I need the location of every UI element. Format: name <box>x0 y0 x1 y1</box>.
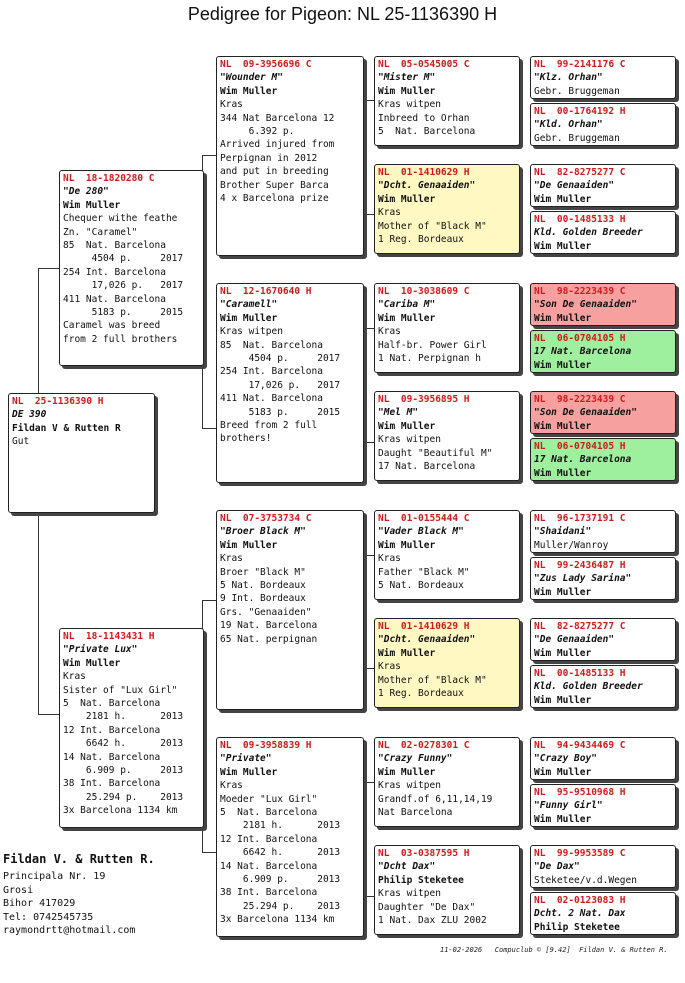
pigeon-name: "Son De Genaaiden" <box>534 407 637 419</box>
pigeon-card-gen3[interactable] <box>374 164 520 254</box>
info-line: 1 Reg. Bordeaux <box>378 688 464 700</box>
info-line: Moeder "Lux Girl" <box>220 793 318 805</box>
ring-number: NL 99-9953589 C <box>534 848 626 859</box>
info-line: Kras <box>378 326 401 338</box>
info-line: 5183 p. 2015 <box>63 307 184 319</box>
breeder-name: Wim Muller <box>534 193 592 205</box>
breeder-name: Wim Muller <box>534 586 592 598</box>
info-line: Kras <box>220 780 243 792</box>
info-line: 3x Barcelona 1134 km <box>220 914 335 926</box>
pigeon-card-gen2[interactable] <box>216 56 364 256</box>
pigeon-card-gen4[interactable] <box>530 510 676 553</box>
info-line: Kras witpen <box>378 99 441 111</box>
info-line: Daught "Beautiful M" <box>378 447 493 459</box>
pigeon-card-gen3[interactable] <box>374 845 520 935</box>
info-line: 12 Int. Barcelona <box>220 833 318 845</box>
pigeon-name: "Dcht. Genaaiden" <box>378 634 476 646</box>
connector-line <box>364 100 365 214</box>
info-line: 6642 h. 2013 <box>63 738 184 750</box>
pigeon-name: "Dcht Dax" <box>378 861 436 873</box>
breeder-name: Wim Muller <box>534 694 592 706</box>
pigeon-name: 17 Nat. Barcelona <box>534 454 632 466</box>
pigeon-card-gen3[interactable] <box>374 56 520 146</box>
info-line: 344 Nat Barcelona 12 <box>220 112 335 124</box>
info-line: Kras <box>378 553 401 565</box>
ring-number: NL 00-1485133 H <box>534 668 626 679</box>
breeder-name: Wim Muller <box>63 199 121 211</box>
pigeon-card-gen3[interactable] <box>374 391 520 481</box>
connector-line <box>202 428 216 429</box>
pigeon-name: "Mel M" <box>378 407 419 419</box>
breeder-name: Wim Muller <box>378 193 436 205</box>
pigeon-card-gen2[interactable] <box>216 510 364 710</box>
breeder-name: Wim Muller <box>378 312 436 324</box>
breeder-name: Wim Muller <box>534 813 592 825</box>
info-line: Mother of "Black M" <box>378 674 487 686</box>
pigeon-name: "Vader Black M" <box>378 526 464 538</box>
breeder-name: Gebr. Bruggeman <box>534 85 620 97</box>
pigeon-name: "Shaidani" <box>534 526 592 538</box>
connector-line <box>202 852 216 853</box>
pigeon-name: "Wounder M" <box>220 72 283 84</box>
pigeon-card-gen3[interactable] <box>374 618 520 708</box>
ring-number: NL 09-3956895 H <box>378 394 470 405</box>
ring-number: NL 01-1410629 H <box>378 167 470 178</box>
info-line: 38 Int. Barcelona <box>220 887 318 899</box>
info-line: Arrived injured from <box>220 139 335 151</box>
info-line: Perpignan in 2012 <box>220 152 318 164</box>
pigeon-card-gen4[interactable] <box>530 391 676 434</box>
info-line: 3x Barcelona 1134 km <box>63 805 178 817</box>
info-line: Kras witpen <box>220 326 283 338</box>
pigeon-card-gen4[interactable] <box>530 211 676 254</box>
breeder-name: Gebr. Bruggeman <box>534 132 620 144</box>
pigeon-name: Kld. Golden Breeder <box>534 227 643 239</box>
pigeon-name: "Crazy Boy" <box>534 753 597 765</box>
info-line: 6.392 p. <box>220 126 295 138</box>
ring-number: NL 02-0278301 C <box>378 740 470 751</box>
pigeon-name: "De Genaaiden" <box>534 634 615 646</box>
info-line: 19 Nat. Barcelona <box>220 620 318 632</box>
pigeon-card-gen4[interactable] <box>530 737 676 780</box>
owner-address: Principala Nr. 19 <box>3 871 106 883</box>
connector-line <box>364 100 374 101</box>
pigeon-name: "Funny Girl" <box>534 800 603 812</box>
breeder-name: Wim Muller <box>220 539 278 551</box>
pigeon-name: "Klz. Orhan" <box>534 72 603 84</box>
ring-number: NL 82-8275277 C <box>534 167 626 178</box>
ring-number: NL 07-3753734 C <box>220 513 312 524</box>
pigeon-name: "De Dax" <box>534 861 580 873</box>
info-line: 5 Nat. Barcelona <box>63 698 161 710</box>
breeder-name: Wim Muller <box>220 312 278 324</box>
connector-line <box>364 896 374 897</box>
info-line: 254 Int. Barcelona <box>220 366 323 378</box>
info-line: 2181 h. 2013 <box>63 711 184 723</box>
pigeon-card-gen3[interactable] <box>374 510 520 600</box>
pigeon-card-gen4[interactable] <box>530 557 676 600</box>
pigeon-card-gen4[interactable] <box>530 164 676 207</box>
info-line: Zn. "Caramel" <box>63 226 138 238</box>
pigeon-name: "Zus Lady Sarina" <box>534 573 632 585</box>
info-line: 254 Int. Barcelona <box>63 266 166 278</box>
connector-line <box>38 714 59 715</box>
ring-number: NL 10-3038609 C <box>378 286 470 297</box>
connector-line <box>364 782 365 896</box>
info-line: 14 Nat. Barcelona <box>63 751 161 763</box>
info-line: 5 Nat. Barcelona <box>220 807 318 819</box>
info-line: 4504 p. 2017 <box>220 353 341 365</box>
ring-number: NL 94-9434469 C <box>534 740 626 751</box>
info-line: Kras witpen <box>378 434 441 446</box>
breeder-name: Philip Steketee <box>534 921 620 933</box>
info-line: 6642 h. 2013 <box>220 847 341 859</box>
pigeon-card-gen4[interactable] <box>530 618 676 661</box>
ring-number: NL 12-1670640 H <box>220 286 312 297</box>
connector-line <box>202 600 216 601</box>
breeder-name: Wim Muller <box>378 539 436 551</box>
info-line: Kras <box>220 553 243 565</box>
ring-number: NL 18-1820280 C <box>63 173 155 184</box>
breeder-name: Wim Muller <box>220 85 278 97</box>
pigeon-name: DE 390 <box>12 409 47 421</box>
owner-region: Bihor 417029 <box>3 898 76 910</box>
pigeon-card-gen2[interactable] <box>216 737 364 937</box>
ring-number: NL 95-9510968 H <box>534 787 626 798</box>
ring-number: NL 09-3956696 C <box>220 59 312 70</box>
owner-info <box>3 853 155 937</box>
pigeon-name: "De 280" <box>63 186 109 198</box>
breeder-name: Philip Steketee <box>378 874 464 886</box>
footer-credits: 11-02-2026 Compuclub © [9.42] Fildan V. & Rutten R. <box>440 946 668 954</box>
info-line: 1 Nat. Perpignan h <box>378 353 481 365</box>
info-line: Nat Barcelona <box>378 807 453 819</box>
info-line: 1 Reg. Bordeaux <box>378 234 464 246</box>
pigeon-card-gen4[interactable] <box>530 665 676 708</box>
info-line: 25.294 p. 2013 <box>220 900 341 912</box>
ring-number: NL 18-1143431 H <box>63 631 155 642</box>
ring-number: NL 01-0155444 C <box>378 513 470 524</box>
breeder-name: Wim Muller <box>534 240 592 252</box>
pigeon-card-gen4[interactable] <box>530 845 676 888</box>
ring-number: NL 00-1485133 H <box>534 214 626 225</box>
ring-number: NL 06-0704105 H <box>534 333 626 344</box>
breeder-name: Wim Muller <box>534 467 592 479</box>
owner-city: Grosi <box>3 884 34 896</box>
info-line: from 2 full brothers <box>63 333 178 345</box>
info-line: Sister of "Lux Girl" <box>63 684 178 696</box>
info-line: 4504 p. 2017 <box>63 253 184 265</box>
ring-number: NL 09-3958839 H <box>220 740 312 751</box>
breeder-name: Wim Muller <box>378 85 436 97</box>
info-line: and put in breeding <box>220 166 329 178</box>
breeder-name: Wim Muller <box>220 766 278 778</box>
connector-line <box>202 155 216 156</box>
connector-line <box>364 555 374 556</box>
info-line: brothers! <box>220 433 272 445</box>
info-line: Breed from 2 full <box>220 420 318 432</box>
ring-number: NL 25-1136390 H <box>12 396 104 407</box>
pigeon-name: Dcht. 2 Nat. Dax <box>534 908 626 920</box>
pigeon-name: "Private" <box>220 753 272 765</box>
pigeon-card-gen3[interactable] <box>374 283 520 373</box>
ring-number: NL 05-0545005 C <box>378 59 470 70</box>
connector-line <box>364 214 374 215</box>
pigeon-card-gen3[interactable] <box>374 737 520 827</box>
breeder-name: Wim Muller <box>63 657 121 669</box>
pigeon-card-dam[interactable] <box>59 628 204 828</box>
ring-number: NL 98-2223439 C <box>534 286 626 297</box>
connector-line <box>364 328 365 442</box>
connector-line <box>364 442 374 443</box>
owner-name: Fildan V. & Rutten R. <box>3 852 155 866</box>
connector-line <box>364 328 374 329</box>
pigeon-name: 17 Nat. Barcelona <box>534 346 632 358</box>
breeder-name: Steketee/v.d.Wegen <box>534 874 637 886</box>
pigeon-card-gen4[interactable] <box>530 438 676 481</box>
info-line: 17 Nat. Barcelona <box>378 461 476 473</box>
breeder-name: Wim Muller <box>378 420 436 432</box>
page-title: Pedigree for Pigeon: NL 25-1136390 H <box>187 4 498 24</box>
pigeon-name: "Cariba M" <box>378 299 436 311</box>
info-line: 17,026 p. 2017 <box>63 280 184 292</box>
breeder-name: Wim Muller <box>378 766 436 778</box>
pigeon-name: Kld. Golden Breeder <box>534 681 643 693</box>
owner-phone: Tel: 0742545735 <box>3 911 94 923</box>
pigeon-name: "Dcht. Genaaiden" <box>378 180 476 192</box>
info-line: Inbreed to Orhan <box>378 112 470 124</box>
info-line: 85 Nat. Barcelona <box>220 339 323 351</box>
pigeon-card-gen2[interactable] <box>216 283 364 483</box>
info-line: Caramel was breed <box>63 320 161 332</box>
info-line: Broer "Black M" <box>220 566 306 578</box>
pigeon-name: "Mister M" <box>378 72 436 84</box>
connector-line <box>364 782 374 783</box>
ring-number: NL 96-1737191 C <box>534 513 626 524</box>
ring-number: NL 03-0387595 H <box>378 848 470 859</box>
info-line: Daughter "De Dax" <box>378 901 476 913</box>
pigeon-card-gen4[interactable] <box>530 103 676 146</box>
info-line: 38 Int. Barcelona <box>63 778 161 790</box>
breeder-name: Wim Muller <box>534 766 592 778</box>
connector-line <box>364 555 365 668</box>
info-line: Kras <box>378 661 401 673</box>
breeder-name: Wim Muller <box>534 647 592 659</box>
owner-email: raymondrtt@hotmail.com <box>3 925 136 937</box>
breeder-name: Fildan V & Rutten R <box>12 422 121 434</box>
ring-number: NL 06-0704105 H <box>534 441 626 452</box>
connector-line <box>364 668 374 669</box>
info-line: 2181 h. 2013 <box>220 820 341 832</box>
pigeon-name: "De Genaaiden" <box>534 180 615 192</box>
info-line: 5 Nat. Barcelona <box>378 126 476 138</box>
info-line: 25.294 p. 2013 <box>63 791 184 803</box>
info-line: 12 Int. Barcelona <box>63 724 161 736</box>
info-line: Chequer withe feathe <box>63 213 178 225</box>
info-line: 5 Nat. Bordeaux <box>220 580 306 592</box>
pigeon-card-gen4[interactable] <box>530 330 676 373</box>
info-line: Grandf.of 6,11,14,19 <box>378 793 493 805</box>
info-line: Gut <box>12 436 30 448</box>
pigeon-card-subject[interactable] <box>8 393 155 513</box>
info-line: 9 Int. Bordeaux <box>220 593 306 605</box>
ring-number: NL 02-0123083 H <box>534 895 626 906</box>
info-line: 5 Nat. Bordeaux <box>378 580 464 592</box>
pigeon-name: "Crazy Funny" <box>378 753 453 765</box>
pigeon-card-gen4[interactable] <box>530 283 676 326</box>
pigeon-name: "Caramell" <box>220 299 278 311</box>
info-line: Kras <box>63 671 86 683</box>
pigeon-name: "Private Lux" <box>63 644 138 656</box>
info-line: 14 Nat. Barcelona <box>220 860 318 872</box>
info-line: Kras <box>378 207 401 219</box>
ring-number: NL 82-8275277 C <box>534 621 626 632</box>
ring-number: NL 01-1410629 H <box>378 621 470 632</box>
breeder-name: Wim Muller <box>534 359 592 371</box>
info-line: Grs. "Genaaiden" <box>220 606 312 618</box>
info-line: 6.909 p. 2013 <box>220 874 341 886</box>
ring-number: NL 98-2223439 C <box>534 394 626 405</box>
pigeon-card-gen4[interactable] <box>530 56 676 99</box>
pigeon-name: "Broer Black M" <box>220 526 306 538</box>
pigeon-name: "Kld. Orhan" <box>534 119 603 131</box>
breeder-name: Muller/Wanroy <box>534 539 609 551</box>
info-line: 1 Nat. Dax ZLU 2002 <box>378 915 487 927</box>
info-line: 6.909 p. 2013 <box>63 765 184 777</box>
pigeon-card-sire[interactable] <box>59 170 204 366</box>
pigeon-card-gen4[interactable] <box>530 892 676 935</box>
info-line: 4 x Barcelona prize <box>220 193 329 205</box>
breeder-name: Wim Muller <box>378 647 436 659</box>
info-line: 65 Nat. perpignan <box>220 633 318 645</box>
info-line: Kras <box>220 99 243 111</box>
info-line: 411 Nat. Barcelona <box>63 293 166 305</box>
ring-number: NL 99-2141176 C <box>534 59 626 70</box>
info-line: 85 Nat. Barcelona <box>63 240 166 252</box>
info-line: Kras witpen <box>378 888 441 900</box>
pigeon-name: "Son De Genaaiden" <box>534 299 637 311</box>
breeder-name: Wim Muller <box>534 312 592 324</box>
ring-number: NL 00-1764192 H <box>534 106 626 117</box>
breeder-name: Wim Muller <box>534 420 592 432</box>
info-line: Mother of "Black M" <box>378 220 487 232</box>
info-line: 411 Nat. Barcelona <box>220 393 323 405</box>
info-line: Half-br. Power Girl <box>378 339 487 351</box>
info-line: Brother Super Barca <box>220 179 329 191</box>
ring-number: NL 99-2436487 H <box>534 560 626 571</box>
connector-line <box>38 268 59 269</box>
info-line: Kras witpen <box>378 780 441 792</box>
pigeon-card-gen4[interactable] <box>530 784 676 827</box>
info-line: 17,026 p. 2017 <box>220 379 341 391</box>
info-line: 5183 p. 2015 <box>220 406 341 418</box>
info-line: Father "Black M" <box>378 566 470 578</box>
